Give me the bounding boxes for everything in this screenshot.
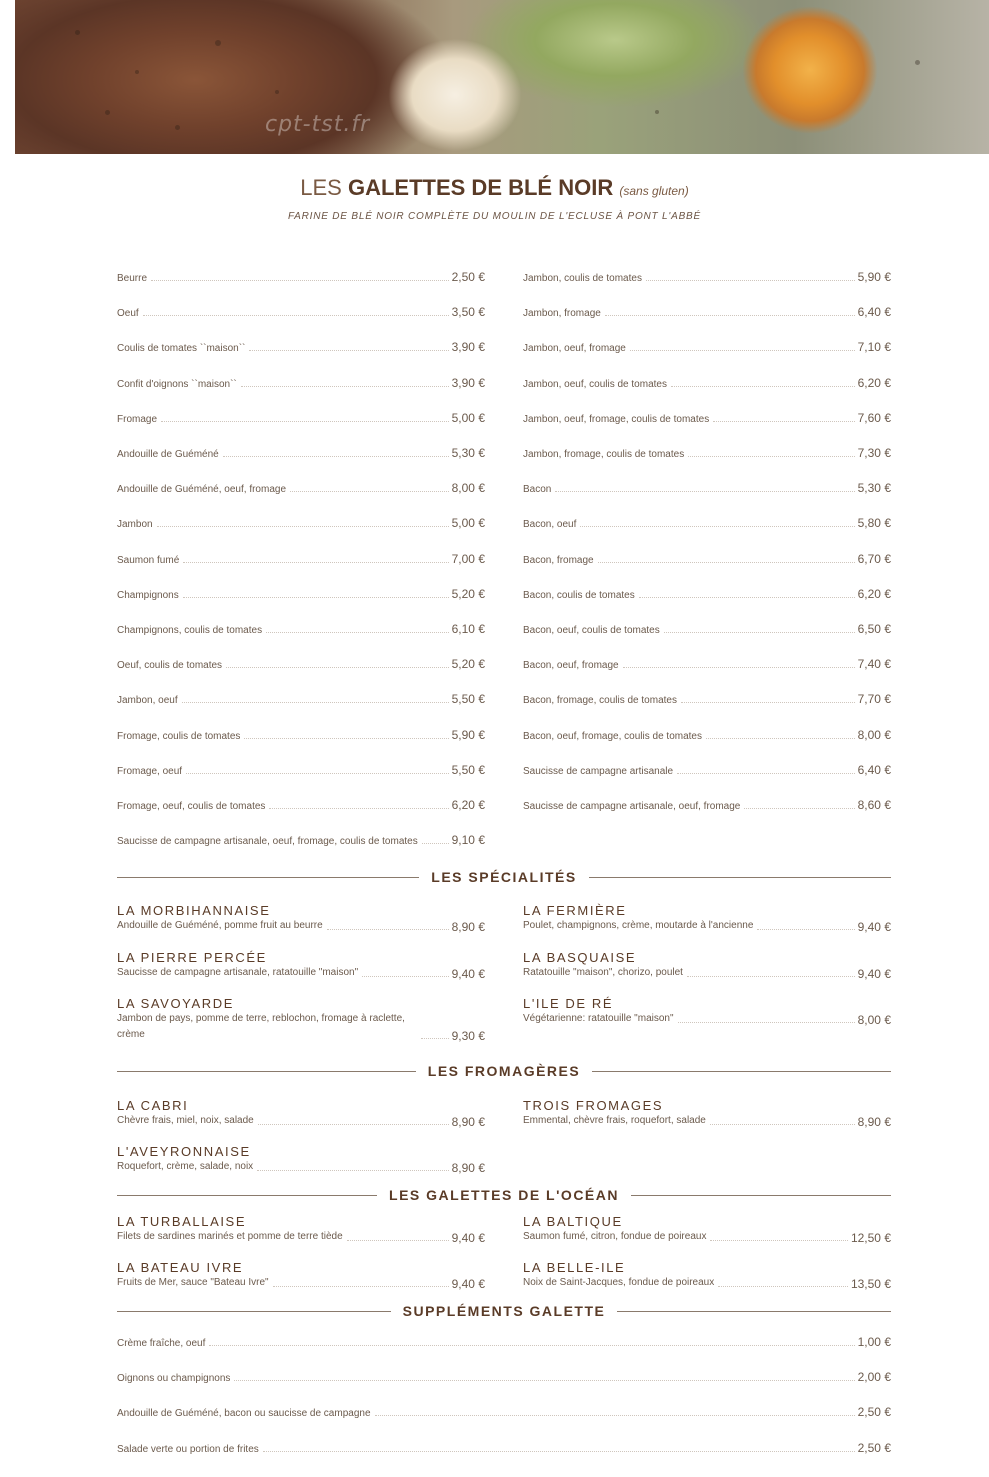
dot-leader <box>258 1124 449 1125</box>
supplement-row <box>117 1403 891 1419</box>
specialty-name: LA BASQUAISE <box>523 950 637 965</box>
item-name: Bacon, oeuf, fromage <box>523 660 619 672</box>
item-price: 7,00 € <box>451 551 485 566</box>
specialty-item <box>117 950 485 981</box>
dot-leader <box>639 597 855 598</box>
specialty-name: LA BELLE-ILE <box>523 1260 626 1275</box>
galette-right-row <box>523 374 891 390</box>
item-name: Champignons, coulis de tomates <box>117 625 263 636</box>
dot-leader <box>257 1170 448 1171</box>
item-price: 7,30 € <box>857 446 891 460</box>
galette-left-row <box>117 374 485 390</box>
galette-right-row <box>523 444 891 460</box>
dot-leader <box>677 773 855 774</box>
item-price: 5,90 € <box>451 727 485 742</box>
galette-left-row <box>117 690 485 706</box>
dot-leader <box>623 667 855 668</box>
galette-right-row <box>523 303 891 319</box>
dot-leader <box>664 632 855 633</box>
section-header-fromageres: LES FROMAGÈRES <box>117 1061 891 1081</box>
dot-leader <box>186 773 449 774</box>
item-name: Bacon, coulis de tomates <box>523 589 635 601</box>
dot-leader <box>422 843 449 844</box>
galette-left-row <box>117 796 485 812</box>
dot-leader <box>744 808 854 809</box>
galette-right-row <box>523 761 891 777</box>
item-price: 7,40 € <box>857 657 891 672</box>
item-price: 1,00 € <box>857 1335 891 1349</box>
specialty-price: 13,50 € <box>850 1277 891 1291</box>
item-name: Saucisse de campagne artisanale, oeuf, fromage, coulis de tomates <box>117 836 418 848</box>
item-price: 8,00 € <box>451 481 485 496</box>
item-name: Jambon <box>117 519 153 531</box>
specialty-price: 9,40 € <box>857 920 891 934</box>
dot-leader <box>757 929 854 930</box>
item-price: 6,20 € <box>857 586 891 601</box>
specialty-description: Saucisse de campagne artisanale, ratatouille "maison" <box>117 967 359 978</box>
item-name: Jambon, coulis de tomates <box>523 273 642 284</box>
item-price: 5,90 € <box>857 270 891 284</box>
dot-leader <box>362 976 449 977</box>
galette-left-row <box>117 831 485 847</box>
galette-left-row <box>117 338 485 354</box>
item-name: Jambon, oeuf <box>117 695 178 707</box>
specialty-price: 9,40 € <box>451 1231 485 1245</box>
galette-left-row <box>117 409 485 425</box>
galette-right-row <box>523 479 891 495</box>
item-name: Oeuf, coulis de tomates <box>117 660 223 672</box>
dot-leader <box>688 456 854 457</box>
item-price: 8,60 € <box>857 798 891 812</box>
dot-leader <box>327 929 449 930</box>
specialty-price: 9,40 € <box>857 967 891 981</box>
galette-right-row <box>523 796 891 812</box>
item-name: Jambon, fromage <box>523 308 601 320</box>
specialty-price: 8,90 € <box>857 1115 891 1129</box>
specialty-name: LA FERMIÈRE <box>523 903 627 918</box>
galette-left-row <box>117 268 485 284</box>
galette-right-row <box>523 726 891 742</box>
galette-left-row <box>117 514 485 530</box>
specialty-item <box>117 1214 485 1245</box>
galette-left-row <box>117 761 485 777</box>
dot-leader <box>598 562 855 563</box>
galette-left-row <box>117 550 485 566</box>
item-price: 5,20 € <box>451 586 485 601</box>
specialty-description: Chèvre frais, miel, noix, salade <box>117 1115 254 1126</box>
item-price: 7,10 € <box>857 340 891 355</box>
specialty-name: L'ILE DE RÉ <box>523 996 614 1011</box>
item-name: Bacon, oeuf <box>523 519 577 531</box>
specialty-description: Poulet, champignons, crème, moutarde à l'ancienne <box>523 920 754 931</box>
item-name: Champignons <box>117 589 179 601</box>
item-name: Jambon, oeuf, fromage <box>523 343 626 355</box>
item-price: 9,10 € <box>451 833 485 848</box>
item-name: Andouille de Guéméné, bacon ou saucisse de campagne <box>117 1408 371 1420</box>
item-price: 5,30 € <box>857 481 891 496</box>
item-price: 3,90 € <box>451 340 485 355</box>
dot-leader <box>580 526 854 527</box>
item-price: 6,50 € <box>857 622 891 636</box>
item-name: Beurre <box>117 273 148 284</box>
item-name: Fromage, coulis de tomates <box>117 730 241 742</box>
specialty-price: 9,30 € <box>451 1029 485 1043</box>
supplement-row <box>117 1439 891 1455</box>
specialty-price: 8,00 € <box>857 1013 891 1027</box>
title-main: GALETTES DE BLÉ NOIR <box>347 175 614 200</box>
specialty-description: Emmental, chèvre frais, roquefort, salade <box>523 1115 706 1126</box>
item-name: Saucisse de campagne artisanale, oeuf, fromage <box>523 801 741 812</box>
dot-leader <box>226 667 449 668</box>
galette-left-row <box>117 303 485 319</box>
dot-leader <box>290 491 449 492</box>
item-price: 6,40 € <box>857 762 891 777</box>
item-price: 5,00 € <box>451 410 485 425</box>
item-name: Oignons ou champignons <box>117 1373 231 1385</box>
watermark: cpt-tst.fr <box>265 112 371 137</box>
galette-right-row <box>523 409 891 425</box>
item-name: Jambon, fromage, coulis de tomates <box>523 449 685 460</box>
specialty-item <box>117 1144 485 1175</box>
item-price: 6,70 € <box>857 551 891 566</box>
dot-leader <box>183 597 449 598</box>
item-price: 3,90 € <box>451 375 485 390</box>
dot-leader <box>710 1124 855 1125</box>
dot-leader <box>234 1380 854 1381</box>
item-price: 8,00 € <box>857 727 891 742</box>
dot-leader <box>249 350 448 351</box>
galette-right-row <box>523 514 891 530</box>
specialty-item <box>117 1098 485 1129</box>
galette-right-row <box>523 655 891 671</box>
specialty-name: LA BATEAU IVRE <box>117 1260 244 1275</box>
item-name: Fromage <box>117 413 158 425</box>
item-name: Saumon fumé <box>117 554 180 566</box>
galette-right-row <box>523 585 891 601</box>
specialty-price: 12,50 € <box>850 1231 891 1245</box>
galette-left-row <box>117 726 485 742</box>
page-subtitle: FARINE DE BLÉ NOIR COMPLÈTE DU MOULIN DE L'ECLUSE À PONT L'ABBÉ <box>287 211 701 222</box>
specialty-name: LA SAVOYARDE <box>117 996 234 1011</box>
specialty-price: 8,90 € <box>451 1161 485 1175</box>
galette-right-row <box>523 550 891 566</box>
dot-leader <box>347 1240 449 1241</box>
specialty-name: LA PIERRE PERCÉE <box>117 950 267 965</box>
specialty-item <box>523 1098 891 1129</box>
item-name: Bacon, fromage <box>523 554 594 566</box>
dot-leader <box>681 702 855 703</box>
galette-left-row <box>117 655 485 671</box>
dot-leader <box>671 386 855 387</box>
specialty-description: Roquefort, crème, salade, noix <box>117 1161 254 1172</box>
item-price: 6,40 € <box>857 305 891 320</box>
dot-leader <box>182 702 449 703</box>
dot-leader <box>183 562 448 563</box>
specialty-price: 8,90 € <box>451 1115 485 1129</box>
dot-leader <box>273 1286 449 1287</box>
specialty-name: TROIS FROMAGES <box>523 1098 664 1113</box>
dot-leader <box>143 315 449 316</box>
item-name: Bacon, oeuf, coulis de tomates <box>523 625 660 636</box>
specialty-price: 9,40 € <box>451 967 485 981</box>
item-price: 5,50 € <box>451 762 485 777</box>
item-name: Salade verte ou portion de frites <box>117 1443 259 1455</box>
item-price: 5,00 € <box>451 516 485 531</box>
specialty-item <box>523 1260 891 1291</box>
item-name: Saucisse de campagne artisanale <box>523 765 674 777</box>
specialty-description: Saumon fumé, citron, fondue de poireaux <box>523 1231 707 1242</box>
item-name: Crème fraîche, oeuf <box>117 1338 206 1349</box>
specialty-name: LA BALTIQUE <box>523 1214 623 1229</box>
item-price: 2,50 € <box>857 1405 891 1420</box>
item-name: Bacon <box>523 484 552 496</box>
item-price: 2,50 € <box>857 1440 891 1455</box>
dot-leader <box>646 280 855 281</box>
galette-right-row <box>523 690 891 706</box>
section-header-ocean: LES GALETTES DE L'OCÉAN <box>117 1185 891 1205</box>
dot-leader <box>710 1240 848 1241</box>
item-name: Andouille de Guéméné, oeuf, fromage <box>117 484 286 496</box>
supplement-row <box>117 1333 891 1349</box>
item-price: 5,50 € <box>451 692 485 707</box>
item-name: Oeuf <box>117 308 139 320</box>
galette-left-row <box>117 479 485 495</box>
item-price: 6,20 € <box>857 375 891 390</box>
dot-leader <box>161 421 449 422</box>
specialty-item <box>117 1260 485 1291</box>
specialty-description: Ratatouille "maison", chorizo, poulet <box>523 967 683 978</box>
dot-leader <box>244 738 448 739</box>
item-name: Fromage, oeuf <box>117 765 183 777</box>
title-note: (sans gluten) <box>619 184 689 198</box>
galette-left-row <box>117 620 485 636</box>
dot-leader <box>269 808 448 809</box>
specialty-description: Filets de sardines marinés et pomme de terre tiède <box>117 1231 343 1242</box>
item-price: 6,10 € <box>451 622 485 636</box>
item-price: 5,30 € <box>451 446 485 460</box>
item-price: 3,50 € <box>451 305 485 320</box>
galette-right-row <box>523 268 891 284</box>
specialty-description: Végétarienne: ratatouille "maison" <box>523 1013 674 1024</box>
specialty-description: Andouille de Guéméné, pomme fruit au beurre <box>117 920 323 931</box>
specialty-name: LA CABRI <box>117 1098 189 1113</box>
dot-leader <box>713 421 854 422</box>
specialty-item <box>523 950 891 981</box>
dot-leader <box>209 1345 854 1346</box>
dot-leader <box>223 456 449 457</box>
specialty-item <box>523 996 891 1027</box>
dot-leader <box>687 976 855 977</box>
dot-leader <box>157 526 449 527</box>
specialty-name: LA TURBALLAISE <box>117 1214 247 1229</box>
dot-leader <box>706 738 855 739</box>
specialty-price: 8,90 € <box>451 920 485 934</box>
dot-leader <box>630 350 855 351</box>
item-name: Bacon, fromage, coulis de tomates <box>523 695 677 707</box>
dot-leader <box>151 280 449 281</box>
dot-leader <box>375 1415 855 1416</box>
item-name: Confit d'oignons ``maison`` <box>117 378 237 390</box>
item-price: 5,80 € <box>857 516 891 531</box>
item-price: 7,60 € <box>857 410 891 425</box>
dot-leader <box>555 491 854 492</box>
item-name: Fromage, oeuf, coulis de tomates <box>117 801 266 812</box>
specialty-price: 9,40 € <box>451 1277 485 1291</box>
dot-leader <box>718 1286 848 1287</box>
dot-leader <box>678 1022 855 1023</box>
item-name: Jambon, oeuf, fromage, coulis de tomates <box>523 413 710 425</box>
galette-left-row <box>117 444 485 460</box>
dot-leader <box>605 315 855 316</box>
dot-leader <box>241 386 449 387</box>
title-prefix: LES <box>300 175 342 200</box>
specialty-item <box>117 996 485 1043</box>
specialty-name: LA MORBIHANNAISE <box>117 903 271 918</box>
section-header-specialites: LES SPÉCIALITÉS <box>117 867 891 887</box>
supplement-row <box>117 1368 891 1384</box>
hero-food-photo <box>15 0 989 154</box>
galette-right-row <box>523 620 891 636</box>
item-price: 2,00 € <box>857 1370 891 1385</box>
galette-right-row <box>523 338 891 354</box>
item-price: 5,20 € <box>451 657 485 672</box>
item-name: Jambon, oeuf, coulis de tomates <box>523 378 667 390</box>
item-price: 2,50 € <box>451 270 485 284</box>
specialty-item <box>523 1214 891 1245</box>
dot-leader <box>263 1451 855 1452</box>
specialty-description: Jambon de pays, pomme de terre, reblochon, fromage à raclette, crème <box>117 1013 405 1040</box>
specialty-item <box>117 903 485 934</box>
item-name: Bacon, oeuf, fromage, coulis de tomates <box>523 730 702 742</box>
dot-leader <box>421 1038 449 1039</box>
galette-left-row <box>117 585 485 601</box>
specialty-description: Noix de Saint-Jacques, fondue de poireaux <box>523 1277 715 1288</box>
page-title <box>0 175 989 201</box>
item-price: 6,20 € <box>451 798 485 812</box>
specialty-name: L'AVEYRONNAISE <box>117 1144 251 1159</box>
item-name: Andouille de Guéméné <box>117 449 219 460</box>
specialty-item <box>523 903 891 934</box>
section-header-supplements: SUPPLÉMENTS GALETTE <box>117 1301 891 1321</box>
dot-leader <box>266 632 449 633</box>
specialty-description: Fruits de Mer, sauce "Bateau Ivre" <box>117 1277 269 1288</box>
item-price: 7,70 € <box>857 692 891 707</box>
item-name: Coulis de tomates ``maison`` <box>117 343 246 355</box>
